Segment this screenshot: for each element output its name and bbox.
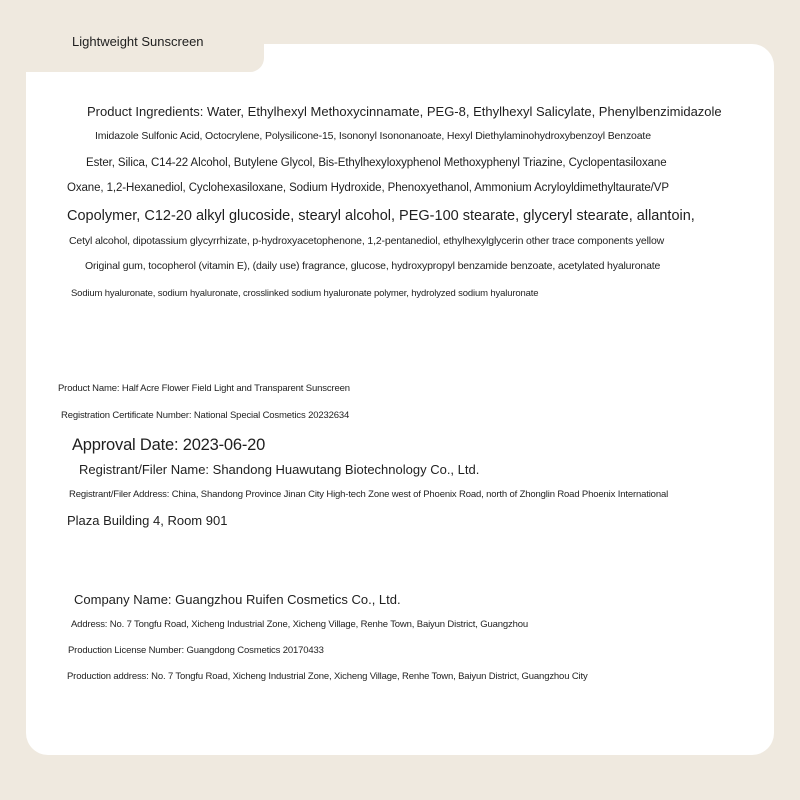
ingredients-line-7: Original gum, tocopherol (vitamin E), (daily use) fragrance, glucose, hydroxypropyl benzamide benzoate, acetylated hyaluronate xyxy=(85,260,661,272)
ingredients-line-6: Cetyl alcohol, dipotassium glycyrrhizate, p-hydroxyacetophenone, 1,2-pentanediol, ethylhexylglycerin other trace components yellow xyxy=(69,235,665,247)
production-address: Production address: No. 7 Tongfu Road, Xicheng Industrial Zone, Xicheng Village, Renhe Town, Baiyun District, Guangzhou City xyxy=(67,671,588,682)
ingredients-line-5: Copolymer, C12-20 alkyl glucoside, stearyl alcohol, PEG-100 stearate, glyceryl stearate, allantoin, xyxy=(67,208,695,224)
ingredients-line-8: Sodium hyaluronate, sodium hyaluronate, crosslinked sodium hyaluronate polymer, hydrolyzed sodium hyaluronate xyxy=(71,288,539,299)
product-name: Product Name: Half Acre Flower Field Light and Transparent Sunscreen xyxy=(58,383,350,394)
registrant-address-line-2: Plaza Building 4, Room 901 xyxy=(67,513,228,528)
ingredients-line-1: Product Ingredients: Water, Ethylhexyl Methoxycinnamate, PEG-8, Ethylhexyl Salicylate, Phenylbenzimidazole xyxy=(87,104,722,119)
company-address: Address: No. 7 Tongfu Road, Xicheng Industrial Zone, Xicheng Village, Renhe Town, Baiyun District, Guangzhou xyxy=(71,619,528,630)
title-tab xyxy=(26,26,264,72)
page-title: Lightweight Sunscreen xyxy=(72,34,204,49)
certificate-number: Registration Certificate Number: National Special Cosmetics 20232634 xyxy=(61,410,350,421)
registrant-name: Registrant/Filer Name: Shandong Huawutang Biotechnology Co., Ltd. xyxy=(79,462,480,477)
approval-date: Approval Date: 2023-06-20 xyxy=(72,436,266,454)
ingredients-line-3: Ester, Silica, C14-22 Alcohol, Butylene Glycol, Bis-Ethylhexyloxyphenol Methoxyphenyl Triazine, Cyclopentasiloxane xyxy=(86,157,667,169)
ingredients-line-2: Imidazole Sulfonic Acid, Octocrylene, Polysilicone-15, Isononyl Isononanoate, Hexyl Diethylaminohydroxybenzoyl Benzoate xyxy=(95,130,651,142)
production-license-number: Production License Number: Guangdong Cosmetics 20170433 xyxy=(68,645,324,656)
ingredients-line-4: Oxane, 1,2-Hexanediol, Cyclohexasiloxane, Sodium Hydroxide, Phenoxyethanol, Ammonium Acryloyldimethyltaurate/VP xyxy=(67,182,669,194)
registrant-address-line-1: Registrant/Filer Address: China, Shandong Province Jinan City High-tech Zone west of Phoenix Road, north of Zhonglin Road Phoenix International xyxy=(69,489,669,500)
company-name: Company Name: Guangzhou Ruifen Cosmetics Co., Ltd. xyxy=(74,592,401,607)
